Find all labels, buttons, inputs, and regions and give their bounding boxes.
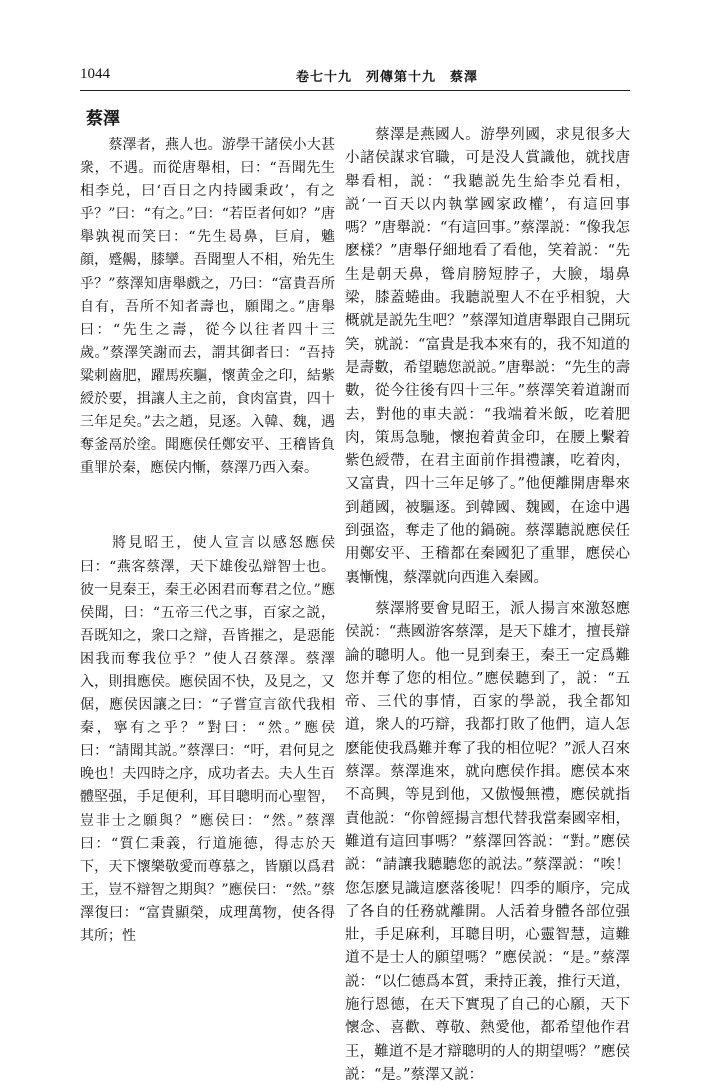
classical-paragraph-2: 將見昭王，使人宣言以感怒應侯曰：“燕客蔡澤，天下雄俊弘辯智士也。彼一見秦王，秦王必困君而奪君之位。”應侯聞，曰：“五帝三代之事，百家之説，吾既知之，衆口之辯，吾皆摧之，是惡能困我而奪我位乎？”使人召蔡澤。蔡澤入，則揖應侯。應侯固不快，及見之，又倨，應侯因讓之曰：“子嘗宣言欲代我相秦，寧有之乎？”對曰：“然。”應侯曰：“請聞其説。”蔡澤曰：“吁，君何見之晚也！夫四時之序，成功者去。夫人生百體堅强，手足便利，耳目聰明而心聖智，豈非士之願與？”應侯曰：“然。”蔡澤曰：“質仁秉義，行道施德，得志於天下，天下懷樂敬愛而尊慕之，皆願以爲君王，豈不辯智之期與？”應侯曰：“然。”蔡澤復曰：“富貴顯榮，成理萬物，使各得其所；性 — [80, 535, 335, 944]
translation-column — [345, 100, 630, 1087]
classical-text-column — [80, 100, 335, 948]
section-heading: 蔡澤 — [86, 109, 120, 129]
running-title: 卷七十九 列傳第十九 蔡澤 — [296, 70, 479, 85]
translation-paragraph-2: 蔡澤將要會見昭王，派人揚言來激怒應侯説：“燕國游客蔡澤，是天下雄才，擅長辯論的聰明人。他一見到秦王，秦王一定爲難您并奪了您的相位。”應侯聽到了，説：“五帝、三代的事情，百家的學説，我全都知道，衆人的巧辯，我都打敗了他們，這人怎麽能使我爲難并奪了我的相位呢？”派人召來蔡澤。蔡澤進來，就向應侯作揖。應侯本來不高興，等見到他，又傲慢無禮，應侯就指責他説：“你曾經揚言想代替我當秦國宰相，難道有這回事嗎？”蔡澤回答説：“對。”應侯説：“請讓我聽聽您的説法。”蔡澤説：“唉！您怎麽見識這麽落後呢！四季的順序，完成了各自的任務就離開。人活着身體各部位强壯，手足麻利，耳聰目明，心靈智慧，這難道不是士人的願望嗎？”應侯説：“是。”蔡澤説：“以仁德爲本質，秉持正義，推行天道，施行恩德，在天下實現了自己的心願，天下懷念、喜歡、尊敬、熱愛他，都希望他作君王，難道不是才辯聰明的人的期望嗎？”應侯説：“是。”蔡澤又説： — [345, 600, 630, 1083]
page-number: 1044 — [80, 66, 110, 82]
header-rule — [80, 90, 630, 91]
page-header — [0, 60, 716, 90]
translation-paragraph-1: 蔡澤是燕國人。游學列國，求見很多大小諸侯謀求官職，可是没人賞識他，就找唐舉看相，説：“我聽説先生給李兑看相，説‘一百天以内執掌國家政權’，有這回事嗎？”唐舉説：“有這回事。”蔡澤説：“像我怎麽樣？”唐舉仔細地看了看他，笑着説：“先生是朝天鼻，聳肩膀短脖子，大臉，塌鼻梁，膝蓋蜷曲。我聽説聖人不在乎相貌，大概就是説先生吧？”蔡澤知道唐舉跟自己開玩笑，就説：“富貴是我本來有的，我不知道的是壽數，希望聽您説説。”唐舉説：“先生的壽數，從今往後有四十三年。”蔡澤笑着道謝而去，對他的車夫説：“我端着米飯，吃着肥肉，策馬急馳，懷抱着黄金印，在腰上繫着紫色綬帶，在君主面前作揖禮讓，吃着肉，又富貴，四十三年足够了。”他便離開唐舉來到趙國，被驅逐。到韓國、魏國，在途中遇到强盗，奪走了他的鍋碗。蔡澤聽説應侯任用鄭安平、王稽都在秦國犯了重罪，應侯心裏慚愧，蔡澤就向西進入秦國。 — [345, 127, 630, 586]
classical-paragraph-1: 蔡澤者，燕人也。游學干諸侯小大甚衆，不遇。而從唐舉相，曰：“吾聞先生相李兑，曰‘百日之内持國秉政’，有之乎？”曰：“有之。”曰：“若臣者何如？”唐舉孰視而笑曰：“先生曷鼻，巨肩，魋顔，蹙齃，膝攣。吾聞聖人不相，殆先生乎？”蔡澤知唐舉戲之，乃曰：“富貴吾所自有，吾所不知者壽也，願聞之。”唐舉曰：“先生之壽，從今以往者四十三歲。”蔡澤笑謝而去，謂其御者曰：“吾持粱刺齒肥，躍馬疾驅，懷黄金之印，結紫綬於要，揖讓人主之前，食肉富貴，四十三年足矣。”去之趙，見逐。入韓、魏，遇奪釜鬲於塗。聞應侯任鄭安平、王稽皆負重罪於秦，應侯内慚，蔡澤乃西入秦。 — [80, 137, 335, 477]
